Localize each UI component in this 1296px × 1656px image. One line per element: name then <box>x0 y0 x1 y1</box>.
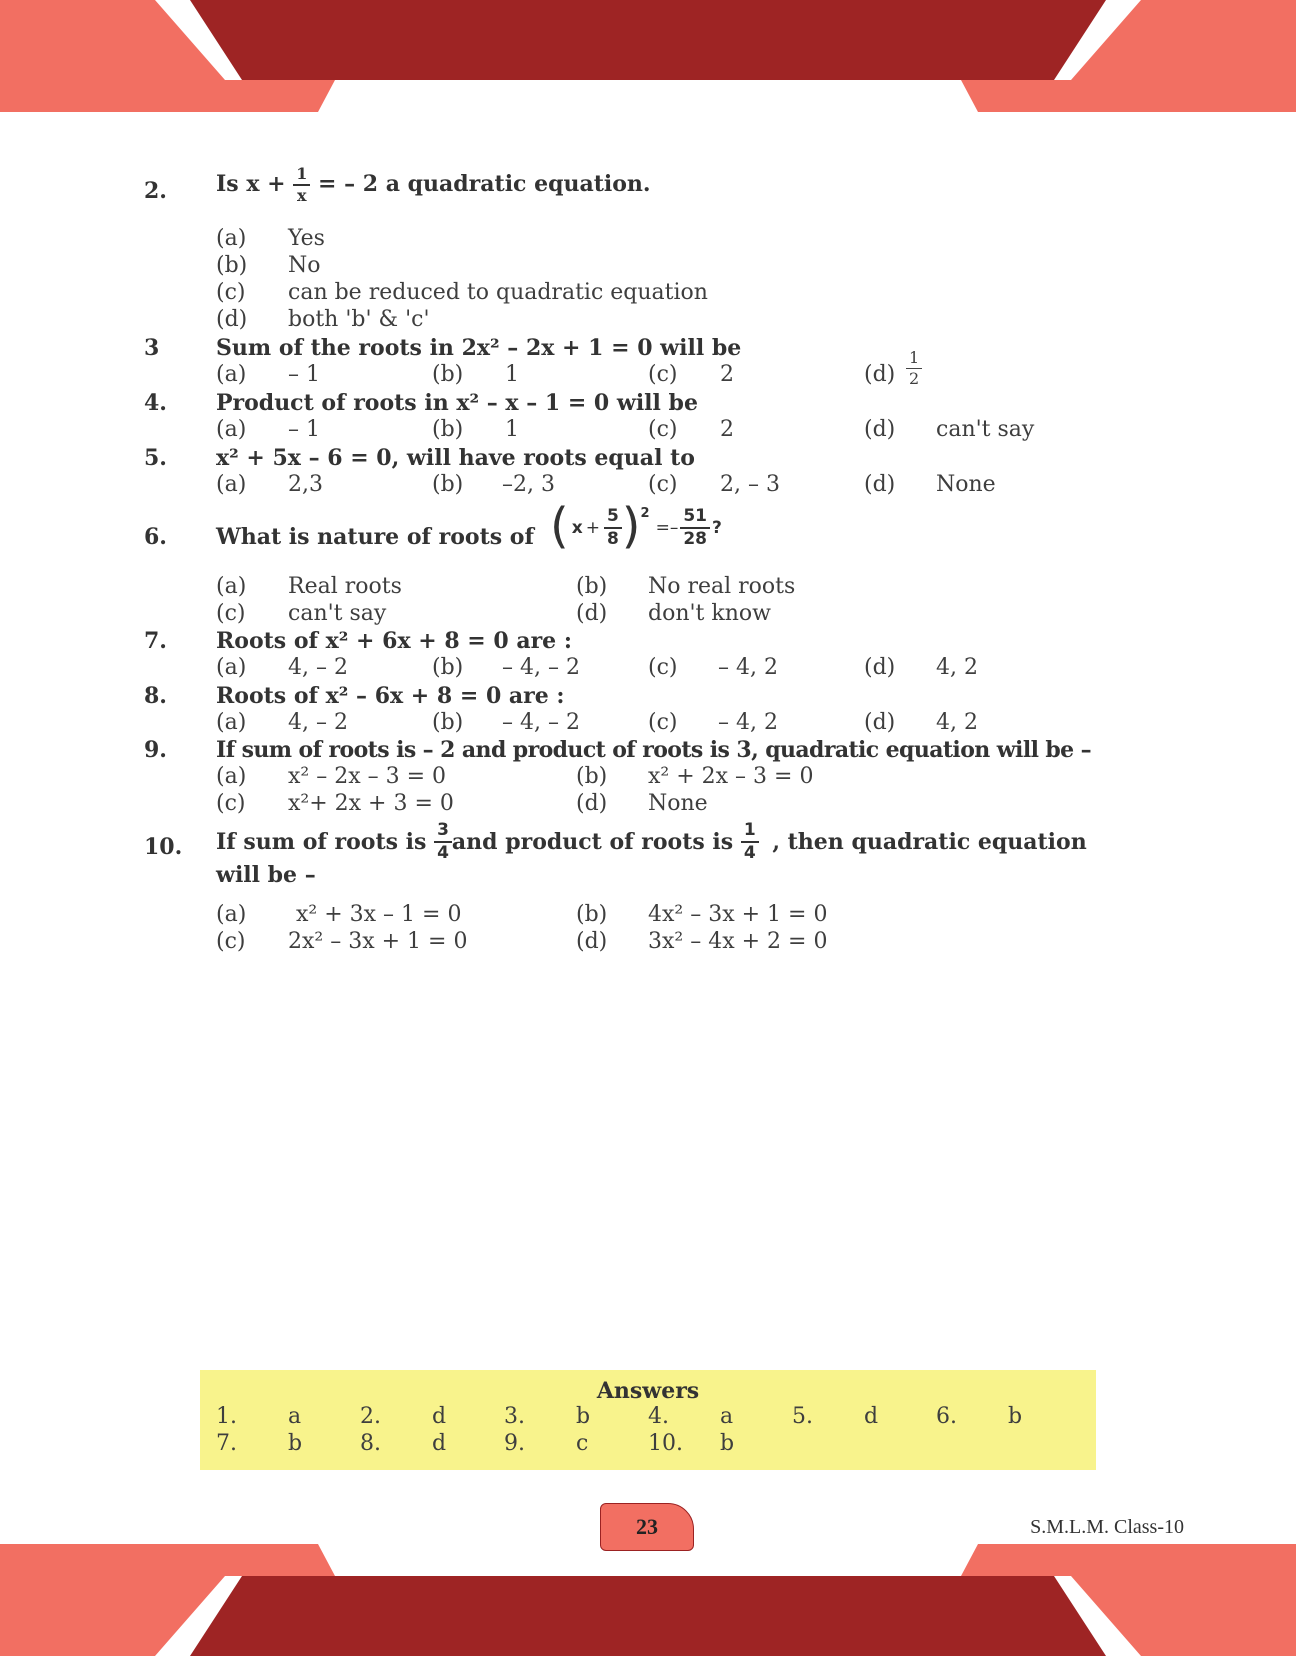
answer-choice: b <box>1008 1404 1023 1429</box>
question-10-text-line2: will be – <box>216 862 316 888</box>
option-text: 3x² – 4x + 2 = 0 <box>648 929 828 954</box>
option-text: don't know <box>648 601 771 626</box>
header-band <box>0 0 1296 112</box>
option-label: (c) <box>648 417 678 442</box>
question-8-text: Roots of x² – 6x + 8 = 0 are : <box>216 683 565 709</box>
option-label: (a) <box>216 362 247 387</box>
option-text: x²+ 2x + 3 = 0 <box>288 791 454 816</box>
question-5-text: x² + 5x – 6 = 0, will have roots equal to <box>216 445 695 471</box>
question-7-text: Roots of x² + 6x + 8 = 0 are : <box>216 628 572 654</box>
answer-number: 10. <box>648 1431 683 1456</box>
option-text: 2,3 <box>288 472 323 497</box>
option-label: (c) <box>216 929 246 954</box>
option-text: Real roots <box>288 574 402 599</box>
answer-choice: d <box>432 1404 447 1429</box>
option-label: (a) <box>216 226 247 251</box>
option-label: (d) <box>576 929 608 954</box>
question-number: 4. <box>144 390 167 416</box>
option-text: x² + 3x – 1 = 0 <box>296 902 462 927</box>
option-text: x² + 2x – 3 = 0 <box>648 764 814 789</box>
option-text: 4, 2 <box>936 710 978 735</box>
question-number: 6. <box>144 524 167 550</box>
option-text: can't say <box>288 601 387 626</box>
option-label: (d) <box>576 791 608 816</box>
option-label: (c) <box>648 472 678 497</box>
fraction: $\frac{1}{4}$ <box>741 822 759 862</box>
option-label: (a) <box>216 655 247 680</box>
answer-number: 1. <box>216 1404 237 1429</box>
question-number: 2. <box>144 178 167 204</box>
option-text: 4x² – 3x + 1 = 0 <box>648 902 828 927</box>
option-text: 2x² – 3x + 1 = 0 <box>288 929 468 954</box>
option-label: (a) <box>216 417 247 442</box>
option-text: 4, 2 <box>936 655 978 680</box>
option-label: (b) <box>432 710 464 735</box>
option-text: 2, – 3 <box>720 472 780 497</box>
option-label: (d) <box>864 417 896 442</box>
option-text: – 1 <box>288 362 320 387</box>
option-text: 2 <box>720 362 734 387</box>
option-label: (c) <box>648 362 678 387</box>
footer-label: S.M.L.M. Class-10 <box>1030 1516 1184 1538</box>
question-number: 10. <box>144 834 183 860</box>
option-label: (b) <box>576 574 608 599</box>
answer-number: 5. <box>792 1404 813 1429</box>
option-text: – 4, – 2 <box>502 655 580 680</box>
option-text: No <box>288 253 321 278</box>
question-number: 7. <box>144 628 167 654</box>
fraction: $\frac{51}{28}$ <box>680 508 710 548</box>
fraction: $\frac{1}{x}$ <box>293 166 310 204</box>
answer-choice: b <box>720 1431 735 1456</box>
option-label: (a) <box>216 764 247 789</box>
option-label: (a) <box>216 710 247 735</box>
option-label: (d) <box>864 472 896 497</box>
option-label: (b) <box>432 362 464 387</box>
fraction: $\frac{3}{4}$ <box>434 822 452 862</box>
question-number: 9. <box>144 737 167 763</box>
option-label: (b) <box>576 902 608 927</box>
question-6-text: What is nature of roots of <box>216 524 534 550</box>
answer-choice: c <box>576 1431 589 1456</box>
option-label: (d) <box>864 710 896 735</box>
option-label: (b) <box>576 764 608 789</box>
option-fraction: $\frac{1}{2}$ <box>906 350 922 387</box>
answer-number: 2. <box>360 1404 381 1429</box>
answer-number: 9. <box>504 1431 525 1456</box>
option-label: (a) <box>216 574 247 599</box>
option-text: – 4, 2 <box>718 655 778 680</box>
option-label: (a) <box>216 902 247 927</box>
option-label: (c) <box>216 791 246 816</box>
page-number: 23 <box>600 1503 694 1551</box>
option-label: (d) <box>216 307 248 332</box>
option-text: Yes <box>288 226 325 251</box>
option-text: x² – 2x – 3 = 0 <box>288 764 447 789</box>
option-label: (b) <box>432 472 464 497</box>
option-text: 4, – 2 <box>288 710 348 735</box>
answer-number: 3. <box>504 1404 525 1429</box>
question-number: 3 <box>144 335 160 361</box>
option-text: 2 <box>720 417 734 442</box>
answers-box <box>200 1370 1096 1470</box>
question-4-text: Product of roots in x² – x – 1 = 0 will be <box>216 390 698 416</box>
question-3-text: Sum of the roots in 2x² – 2x + 1 = 0 will be <box>216 335 742 361</box>
option-label: (b) <box>432 417 464 442</box>
answer-number: 4. <box>648 1404 669 1429</box>
answer-choice: a <box>288 1404 302 1429</box>
question-6-expression: ( x + $\frac{5}{8}$ ) 2 =– $\frac{51}{28}$ ? <box>550 498 722 554</box>
option-label: (d) <box>864 362 896 387</box>
answer-choice: d <box>432 1431 447 1456</box>
option-label: (c) <box>216 280 246 305</box>
option-label: (c) <box>648 710 678 735</box>
question-10-text: If sum of roots is $\frac{3}{4}$ and product of roots is $\frac{1}{4}$ , then quadratic equation <box>216 820 1087 863</box>
question-number: 5. <box>144 445 167 471</box>
option-text: – 4, 2 <box>718 710 778 735</box>
option-label: (d) <box>864 655 896 680</box>
answer-number: 8. <box>360 1431 381 1456</box>
answer-number: 6. <box>936 1404 957 1429</box>
option-text: None <box>648 791 708 816</box>
option-text: 1 <box>505 362 519 387</box>
option-label: (c) <box>216 601 246 626</box>
question-9-text: If sum of roots is – 2 and product of roots is 3, quadratic equation will be – <box>216 737 1092 763</box>
question-number: 8. <box>144 683 167 709</box>
option-text: – 1 <box>288 417 320 442</box>
option-text: – 4, – 2 <box>502 710 580 735</box>
option-label: (a) <box>216 472 247 497</box>
option-label: (b) <box>432 655 464 680</box>
answer-choice: d <box>864 1404 879 1429</box>
answers-title: Answers <box>596 1378 700 1404</box>
option-text: No real roots <box>648 574 796 599</box>
option-text: 4, – 2 <box>288 655 348 680</box>
answer-choice: b <box>576 1404 591 1429</box>
question-2-text: Is x + $\frac{1}{x}$ = – 2 a quadratic equation. <box>216 164 651 205</box>
answer-choice: b <box>288 1431 303 1456</box>
option-text: can't say <box>936 417 1035 442</box>
option-text: 1 <box>505 417 519 442</box>
option-label: (b) <box>216 253 248 278</box>
option-label: (c) <box>648 655 678 680</box>
answer-choice: a <box>720 1404 734 1429</box>
answer-number: 7. <box>216 1431 237 1456</box>
fraction: $\frac{5}{8}$ <box>604 508 622 548</box>
option-text: can be reduced to quadratic equation <box>288 280 708 305</box>
option-label: (d) <box>576 601 608 626</box>
option-text: both 'b' & 'c' <box>288 307 430 332</box>
option-text: –2, 3 <box>502 472 555 497</box>
footer-band <box>0 1544 1296 1656</box>
option-text: None <box>936 472 996 497</box>
